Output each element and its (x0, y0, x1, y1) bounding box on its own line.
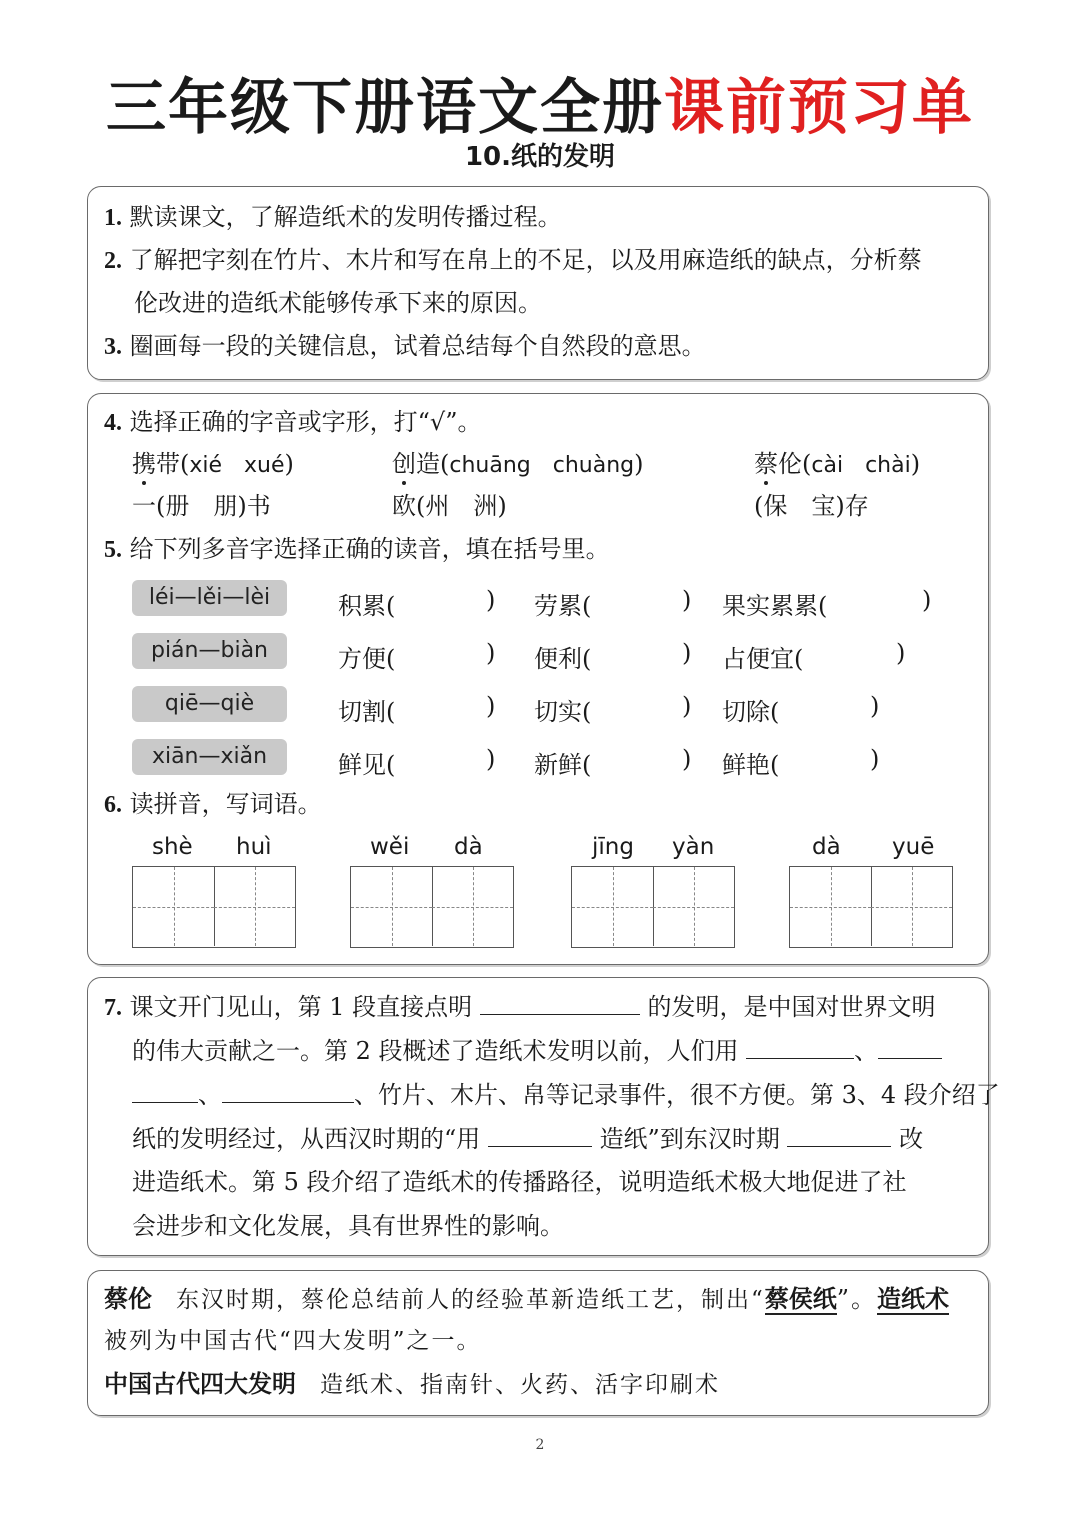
q5-word: 方便( (338, 645, 396, 673)
q4: 4. 选择正确的字音或字形，打“√”。 (104, 408, 482, 436)
q5-word: 占便宜( (722, 645, 804, 673)
grid-pinyin: yuē (892, 834, 935, 860)
answer-paren[interactable]: ) (486, 692, 496, 720)
grid-pinyin: wěi (370, 834, 410, 860)
title-red: 课前预习单 (664, 73, 974, 143)
note-cailun-2: 被列为中国古代“四大发明”之一。 (104, 1328, 482, 1354)
answer-paren[interactable]: ) (682, 692, 692, 720)
q5-word: 果实累累( (722, 592, 828, 620)
lesson-subtitle: 10.纸的发明 (464, 142, 616, 172)
title-black: 三年级下册语文全册 (106, 73, 664, 143)
q7-line4: 纸的发明经过，从西汉时期的“用 造纸”到东汉时期 改 (132, 1125, 924, 1153)
answer-paren[interactable]: ) (486, 745, 496, 773)
q5-word: 切实( (534, 698, 592, 726)
note-four-inventions: 中国古代四大发明 造纸术、指南针、火药、活字印刷术 (104, 1370, 720, 1398)
answer-blank[interactable] (222, 1082, 354, 1103)
answer-paren[interactable]: ) (486, 639, 496, 667)
q7-line2: 的伟大贡献之一。第 2 段概述了造纸术发明以前，人们用 、 (132, 1038, 942, 1063)
answer-blank[interactable] (746, 1038, 854, 1059)
pinyin-tag: pián—biàn (132, 633, 287, 669)
q3: 3. 圈画每一段的关键信息，试着总结每个自然段的意思。 (104, 332, 706, 360)
writing-grid[interactable] (350, 866, 514, 948)
q7-line5: 进造纸术。第 5 段介绍了造纸术的传播路径，说明造纸术极大地促进了社 (132, 1168, 907, 1196)
page-title (0, 60, 1080, 146)
q5-word: 切割( (338, 698, 396, 726)
answer-paren[interactable]: ) (870, 745, 880, 773)
answer-paren[interactable]: ) (682, 745, 692, 773)
q5-word: 劳累( (534, 592, 592, 620)
answer-blank[interactable] (480, 994, 640, 1015)
q5: 5. 给下列多音字选择正确的读音，填在括号里。 (104, 535, 610, 563)
q4-item-1: 携带(xié xué) (132, 450, 294, 478)
q4-item-3: 蔡伦(cài chài) (754, 450, 921, 478)
q1: 1. 默读课文，了解造纸术的发明传播过程。 (104, 203, 562, 231)
q5-word: 鲜见( (338, 751, 396, 779)
pinyin-tag: léi—lěi—lèi (132, 580, 287, 616)
answer-paren[interactable]: ) (870, 692, 880, 720)
grid-pinyin: dà (812, 834, 841, 860)
q4-row2-item-1: 一(册 朋)书 (132, 492, 271, 520)
answer-paren[interactable]: ) (682, 639, 692, 667)
q5-word: 新鲜( (534, 751, 592, 779)
q7-line3: 、 、竹片、木片、帛等记录事件，很不方便。第 3、4 段介绍了 (132, 1082, 1000, 1107)
page-number: 2 (535, 1437, 545, 1453)
writing-grid[interactable] (571, 866, 735, 948)
grid-pinyin: dà (454, 834, 483, 860)
answer-blank[interactable] (878, 1038, 942, 1059)
q2-line1: 2. 了解把字刻在竹片、木片和写在帛上的不足，以及用麻造纸的缺点，分析蔡 (104, 246, 922, 274)
q6: 6. 读拼音，写词语。 (104, 790, 322, 818)
grid-pinyin: huì (236, 834, 272, 860)
answer-paren[interactable]: ) (896, 639, 906, 667)
note-cailun: 蔡伦 东汉时期，蔡伦总结前人的经验革新造纸工艺，制出“蔡侯纸”。造纸术 (104, 1285, 950, 1313)
q7-line6: 会进步和文化发展，具有世界性的影响。 (132, 1212, 564, 1240)
grid-pinyin: shè (152, 834, 193, 860)
writing-grid[interactable] (789, 866, 953, 948)
answer-paren[interactable]: ) (922, 586, 932, 614)
answer-blank[interactable] (787, 1126, 891, 1147)
grid-pinyin: jīng (592, 834, 634, 860)
q2-line2: 伦改进的造纸术能够传承下来的原因。 (134, 289, 542, 317)
pinyin-tag: xiān—xiǎn (132, 739, 287, 775)
q5-word: 切除( (722, 698, 780, 726)
grid-pinyin: yàn (672, 834, 715, 860)
answer-blank[interactable] (132, 1082, 198, 1103)
answer-paren[interactable]: ) (486, 586, 496, 614)
writing-grid[interactable] (132, 866, 296, 948)
q4-row2-item-3: (保 宝)存 (754, 492, 869, 520)
q4-item-2: 创造(chuāng chuàng) (392, 450, 644, 478)
q5-word: 积累( (338, 592, 396, 620)
q7-line1: 7. 课文开门见山，第 1 段直接点明 的发明，是中国对世界文明 (104, 993, 936, 1021)
answer-paren[interactable]: ) (682, 586, 692, 614)
q5-word: 便利( (534, 645, 592, 673)
answer-blank[interactable] (488, 1126, 592, 1147)
q4-row2-item-2: 欧(州 洲) (392, 492, 507, 520)
q5-word: 鲜艳( (722, 751, 780, 779)
pinyin-tag: qiē—qiè (132, 686, 287, 722)
